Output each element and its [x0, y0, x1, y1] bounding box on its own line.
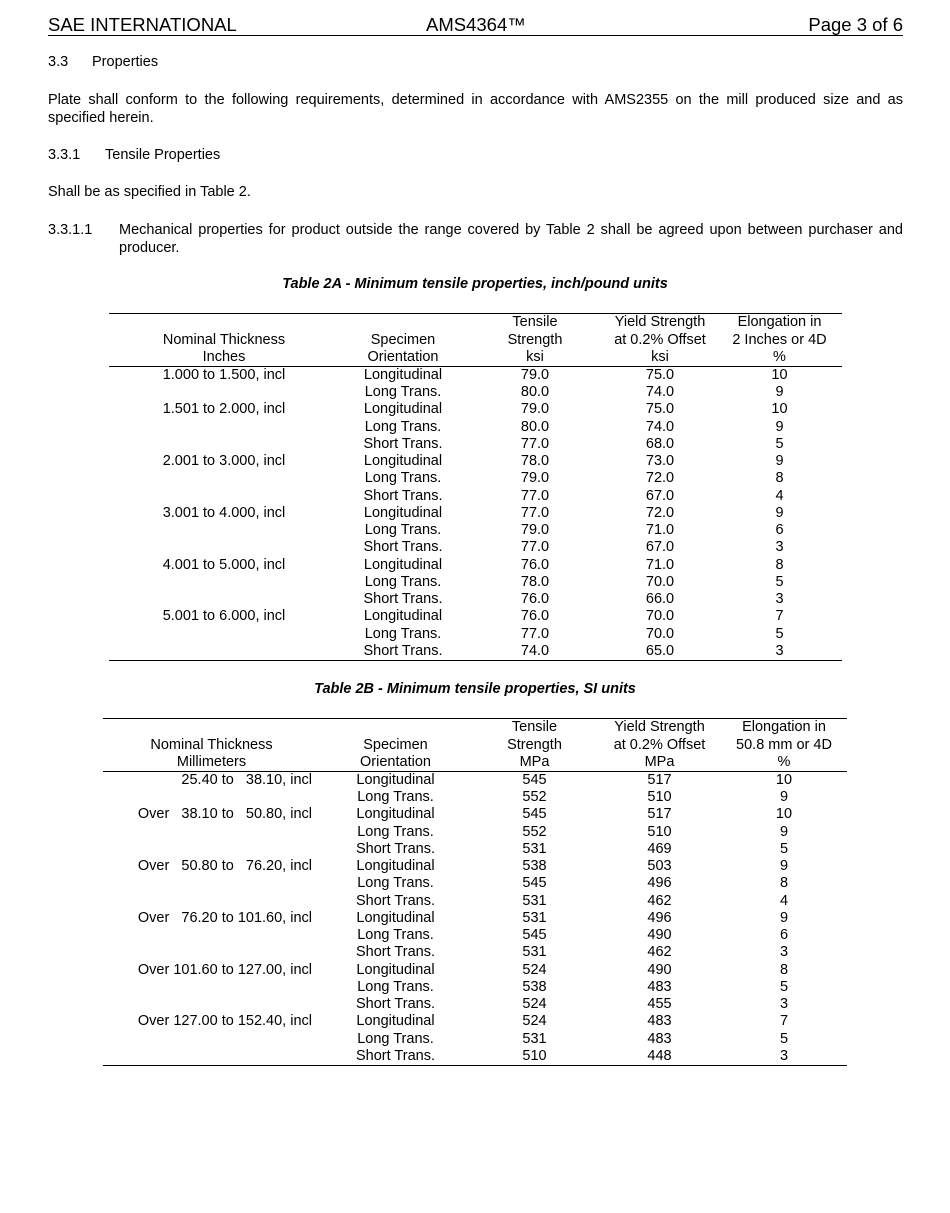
- yield-strength-cell: 517: [647, 771, 672, 788]
- column-header: MPa: [598, 754, 721, 772]
- yield-strength-cell: 74.0: [645, 384, 675, 401]
- table-row: [109, 488, 842, 505]
- table-row: [103, 771, 847, 789]
- elongation-cell: 5: [779, 1030, 789, 1047]
- table-row: [103, 841, 847, 858]
- orientation-cell: Long Trans.: [357, 1030, 434, 1047]
- tensile-strength-cell: 545: [522, 927, 547, 944]
- column-header: Inches: [109, 349, 339, 367]
- elongation-cell: 9: [775, 384, 784, 401]
- elongation-cell: 5: [775, 435, 784, 452]
- thickness-cell: [109, 436, 339, 453]
- tensile-strength-cell: 531: [522, 1030, 547, 1047]
- thickness-cell: Over 127.00 to 152.40, incl: [137, 1013, 312, 1030]
- orientation-cell: Short Trans.: [363, 539, 443, 556]
- yield-strength-cell: 448: [598, 1048, 721, 1066]
- yield-strength-cell: 67.0: [645, 539, 675, 556]
- column-header: Yield Strength: [603, 314, 717, 332]
- thickness-cell: 25.40 to 38.10, incl: [181, 771, 312, 788]
- yield-strength-cell: 75.0: [645, 366, 675, 383]
- column-header: %: [717, 349, 842, 367]
- thickness-cell: Over 101.60 to 127.00, incl: [137, 961, 312, 978]
- orientation-cell: Long Trans.: [357, 875, 434, 892]
- orientation-cell: Long Trans.: [357, 823, 434, 840]
- yield-strength-cell: 510: [647, 823, 672, 840]
- orientation-cell: Longitudinal: [363, 556, 443, 573]
- table-2a-body: [109, 366, 842, 660]
- yield-strength-cell: 70.0: [645, 573, 675, 590]
- column-header: Specimen: [363, 736, 428, 753]
- column-header: Tensile: [471, 719, 598, 737]
- orientation-cell: Short Trans.: [356, 944, 435, 961]
- elongation-cell: 10: [775, 771, 793, 788]
- thickness-cell: [103, 841, 320, 858]
- elongation-cell: 8: [779, 961, 789, 978]
- elongation-cell: 9: [779, 789, 789, 806]
- table-2b-body: [103, 771, 847, 1065]
- tensile-strength-cell: 79.0: [520, 470, 550, 487]
- column-header: at 0.2% Offset: [613, 736, 706, 753]
- column-header: ksi: [467, 349, 603, 367]
- tensile-strength-cell: 524: [522, 961, 547, 978]
- elongation-cell: 10: [775, 806, 793, 823]
- column-header: Elongation in: [721, 719, 847, 737]
- header-row: [103, 736, 847, 753]
- paragraph-properties: Plate shall conform to the following requirements, determined in accordance with AMS2355 on the mill produced size and as specified herein.: [48, 92, 903, 126]
- orientation-cell: Longitudinal: [363, 453, 443, 470]
- elongation-cell: 3: [775, 591, 784, 608]
- header-row: [109, 349, 842, 367]
- thickness-cell: [103, 979, 320, 996]
- paragraph-table-reference: Shall be as specified in Table 2.: [48, 184, 251, 200]
- table-row: [103, 824, 847, 841]
- thickness-cell: [103, 996, 320, 1013]
- yield-strength-cell: 73.0: [645, 453, 675, 470]
- tensile-strength-cell: 545: [522, 806, 547, 823]
- tensile-strength-cell: 80.0: [520, 418, 550, 435]
- table-row: [109, 557, 842, 574]
- table-row: [103, 944, 847, 961]
- section-title: Tensile Properties: [105, 147, 221, 163]
- table-row: [103, 858, 847, 875]
- yield-strength-cell: 71.0: [645, 556, 675, 573]
- orientation-cell: Long Trans.: [364, 625, 442, 642]
- header-row: [109, 331, 842, 348]
- thickness-cell: [109, 384, 339, 401]
- yield-strength-cell: 490: [647, 927, 672, 944]
- elongation-cell: 9: [775, 418, 784, 435]
- column-header: 2 Inches or 4D: [732, 331, 827, 348]
- tensile-strength-cell: 524: [522, 996, 547, 1013]
- tensile-strength-cell: 531: [522, 944, 547, 961]
- elongation-cell: 6: [775, 522, 784, 539]
- thickness-cell: [103, 1048, 320, 1066]
- table-2a: [109, 313, 842, 661]
- column-header: Nominal Thickness: [162, 331, 286, 348]
- column-header: Strength: [507, 736, 562, 753]
- tensile-strength-cell: 79.0: [520, 522, 550, 539]
- tensile-strength-cell: 552: [522, 789, 547, 806]
- section-number: 3.3.1: [48, 147, 81, 163]
- yield-strength-cell: 68.0: [645, 435, 675, 452]
- thickness-cell: 1.000 to 1.500, incl: [162, 366, 286, 383]
- table-row: [109, 608, 842, 625]
- thickness-cell: [109, 539, 339, 556]
- table-row: [103, 1013, 847, 1030]
- column-header: Millimeters: [103, 754, 320, 772]
- elongation-cell: 9: [779, 823, 789, 840]
- yield-strength-cell: 517: [647, 806, 672, 823]
- thickness-cell: 1.501 to 2.000, incl: [162, 401, 286, 418]
- tensile-strength-cell: 79.0: [520, 401, 550, 418]
- header-page-number: Page 3 of 6: [808, 14, 903, 35]
- section-3-3-1-1: [48, 221, 903, 257]
- elongation-cell: 3: [779, 944, 789, 961]
- orientation-cell: Longitudinal: [356, 909, 435, 926]
- yield-strength-cell: 483: [647, 1013, 672, 1030]
- section-number: 3.3: [48, 54, 69, 70]
- column-header: [339, 314, 467, 332]
- table-row: [109, 522, 842, 539]
- elongation-cell: 4: [775, 487, 784, 504]
- table-row: [109, 419, 842, 436]
- yield-strength-cell: 483: [647, 1030, 672, 1047]
- table-row: [109, 384, 842, 401]
- table-row: [109, 436, 842, 453]
- thickness-cell: 5.001 to 6.000, incl: [162, 608, 286, 625]
- table-row: [103, 1031, 847, 1048]
- column-header: Orientation: [339, 349, 467, 367]
- yield-strength-cell: 462: [647, 892, 672, 909]
- yield-strength-cell: 455: [647, 996, 672, 1013]
- table-row: [103, 806, 847, 823]
- thickness-cell: [109, 470, 339, 487]
- orientation-cell: Longitudinal: [363, 504, 443, 521]
- orientation-cell: Long Trans.: [357, 978, 434, 995]
- orientation-cell: Longitudinal: [356, 1013, 435, 1030]
- table-row: [103, 789, 847, 806]
- elongation-cell: 5: [779, 840, 789, 857]
- column-header: Yield Strength: [598, 719, 721, 737]
- section-number: 3.3.1.1: [48, 222, 93, 238]
- tensile-strength-cell: 79.0: [520, 366, 550, 383]
- tensile-strength-cell: 531: [522, 892, 547, 909]
- table-row: [103, 910, 847, 927]
- thickness-cell: [109, 574, 339, 591]
- thickness-cell: Over 38.10 to 50.80, incl: [137, 806, 312, 823]
- elongation-cell: 8: [775, 470, 784, 487]
- column-header: Orientation: [320, 754, 471, 772]
- orientation-cell: Longitudinal: [356, 858, 435, 875]
- tensile-strength-cell: 77.0: [520, 504, 550, 521]
- orientation-cell: Short Trans.: [363, 591, 443, 608]
- elongation-cell: 9: [775, 453, 784, 470]
- thickness-cell: [103, 875, 320, 892]
- thickness-cell: Over 50.80 to 76.20, incl: [137, 858, 312, 875]
- header-doc-number: AMS4364™: [426, 14, 526, 35]
- yield-strength-cell: 469: [647, 840, 672, 857]
- tensile-strength-cell: 78.0: [520, 453, 550, 470]
- table-row: [109, 505, 842, 522]
- tensile-strength-cell: 545: [522, 875, 547, 892]
- header-org: SAE INTERNATIONAL: [48, 14, 237, 35]
- column-header: Nominal Thickness: [150, 736, 273, 753]
- thickness-cell: [109, 626, 339, 643]
- yield-strength-cell: 70.0: [645, 608, 675, 625]
- column-header: Elongation in: [717, 314, 842, 332]
- column-header: [103, 719, 320, 737]
- yield-strength-cell: 74.0: [645, 418, 675, 435]
- orientation-cell: Longitudinal: [363, 401, 443, 418]
- column-header: ksi: [603, 349, 717, 367]
- table-row: [103, 875, 847, 892]
- table-row: [109, 470, 842, 487]
- thickness-cell: [103, 1031, 320, 1048]
- thickness-cell: [103, 893, 320, 910]
- elongation-cell: 3: [775, 539, 784, 556]
- yield-strength-cell: 496: [647, 875, 672, 892]
- table-2b: [103, 718, 847, 1066]
- thickness-cell: [109, 488, 339, 505]
- orientation-cell: Short Trans.: [339, 643, 467, 661]
- orientation-cell: Short Trans.: [356, 840, 435, 857]
- orientation-cell: Short Trans.: [356, 892, 435, 909]
- orientation-cell: Short Trans.: [356, 996, 435, 1013]
- table-row: [103, 927, 847, 944]
- table-row: [109, 591, 842, 608]
- thickness-cell: [109, 643, 339, 661]
- header-row: [103, 719, 847, 737]
- orientation-cell: Longitudinal: [363, 366, 443, 383]
- orientation-cell: Short Trans.: [320, 1048, 471, 1066]
- elongation-cell: 10: [771, 366, 788, 383]
- orientation-cell: Short Trans.: [363, 487, 443, 504]
- table-row: [109, 401, 842, 418]
- orientation-cell: Short Trans.: [363, 435, 443, 452]
- tensile-strength-cell: 77.0: [520, 539, 550, 556]
- thickness-cell: 3.001 to 4.000, incl: [162, 504, 286, 521]
- elongation-cell: 3: [721, 1048, 847, 1066]
- orientation-cell: Long Trans.: [357, 927, 434, 944]
- tensile-strength-cell: 76.0: [520, 591, 550, 608]
- orientation-cell: Long Trans.: [364, 470, 442, 487]
- yield-strength-cell: 65.0: [603, 643, 717, 661]
- table-row: [103, 979, 847, 996]
- table-row: [103, 996, 847, 1013]
- table-row: [109, 539, 842, 556]
- section-text: Mechanical properties for product outside the range covered by Table 2 shall be agreed upon between purchaser and producer.: [119, 222, 903, 256]
- column-header: 50.8 mm or 4D: [736, 736, 832, 753]
- section-3-3-heading: [48, 53, 903, 71]
- thickness-cell: [103, 789, 320, 806]
- column-header: [320, 719, 471, 737]
- table-row: [103, 893, 847, 910]
- table-row: [103, 962, 847, 979]
- table-2a-header: [109, 314, 842, 367]
- thickness-cell: [109, 419, 339, 436]
- elongation-cell: 5: [779, 978, 789, 995]
- elongation-cell: 3: [779, 996, 789, 1013]
- column-header: Tensile: [467, 314, 603, 332]
- elongation-cell: 4: [779, 892, 789, 909]
- section-3-3-1-heading: [48, 146, 903, 164]
- table-row: [109, 574, 842, 591]
- table-2a-caption: Table 2A - Minimum tensile properties, inch/pound units: [282, 276, 668, 292]
- table-2b-header: [103, 719, 847, 772]
- yield-strength-cell: 66.0: [645, 591, 675, 608]
- elongation-cell: 5: [775, 573, 784, 590]
- elongation-cell: 9: [775, 504, 784, 521]
- table-row: [103, 1048, 847, 1066]
- page-header: [48, 12, 903, 36]
- yield-strength-cell: 75.0: [645, 401, 675, 418]
- elongation-cell: 3: [717, 643, 842, 661]
- orientation-cell: Longitudinal: [356, 961, 435, 978]
- tensile-strength-cell: 510: [471, 1048, 598, 1066]
- yield-strength-cell: 503: [647, 858, 672, 875]
- tensile-strength-cell: 538: [522, 858, 547, 875]
- table-row: [109, 366, 842, 384]
- elongation-cell: 8: [779, 875, 789, 892]
- tensile-strength-cell: 77.0: [520, 625, 550, 642]
- orientation-cell: Long Trans.: [364, 384, 442, 401]
- yield-strength-cell: 70.0: [645, 625, 675, 642]
- tensile-strength-cell: 531: [522, 840, 547, 857]
- tensile-strength-cell: 524: [522, 1013, 547, 1030]
- column-header: MPa: [471, 754, 598, 772]
- yield-strength-cell: 72.0: [645, 470, 675, 487]
- elongation-cell: 6: [779, 927, 789, 944]
- tensile-strength-cell: 538: [522, 978, 547, 995]
- yield-strength-cell: 67.0: [645, 487, 675, 504]
- orientation-cell: Long Trans.: [364, 522, 442, 539]
- table-row: [109, 626, 842, 643]
- elongation-cell: 8: [775, 556, 784, 573]
- table-row: [109, 643, 842, 661]
- thickness-cell: 4.001 to 5.000, incl: [162, 556, 286, 573]
- yield-strength-cell: 462: [647, 944, 672, 961]
- column-header: %: [721, 754, 847, 772]
- tensile-strength-cell: 531: [522, 909, 547, 926]
- yield-strength-cell: 483: [647, 978, 672, 995]
- tensile-strength-cell: 545: [522, 771, 547, 788]
- yield-strength-cell: 72.0: [645, 504, 675, 521]
- orientation-cell: Long Trans.: [364, 573, 442, 590]
- tensile-strength-cell: 77.0: [520, 435, 550, 452]
- tensile-strength-cell: 76.0: [520, 608, 550, 625]
- thickness-cell: [109, 591, 339, 608]
- elongation-cell: 5: [775, 625, 784, 642]
- column-header: Strength: [507, 331, 563, 348]
- elongation-cell: 9: [779, 909, 789, 926]
- tensile-strength-cell: 74.0: [467, 643, 603, 661]
- elongation-cell: 10: [771, 401, 788, 418]
- yield-strength-cell: 490: [647, 961, 672, 978]
- orientation-cell: Longitudinal: [363, 608, 443, 625]
- section-title: Properties: [92, 54, 159, 70]
- tensile-strength-cell: 77.0: [520, 487, 550, 504]
- table-2b-caption: Table 2B - Minimum tensile properties, SI units: [314, 681, 636, 697]
- table-row: [109, 453, 842, 470]
- elongation-cell: 7: [775, 608, 784, 625]
- column-header: [109, 314, 339, 332]
- yield-strength-cell: 510: [647, 789, 672, 806]
- tensile-strength-cell: 78.0: [520, 573, 550, 590]
- yield-strength-cell: 71.0: [645, 522, 675, 539]
- yield-strength-cell: 496: [647, 909, 672, 926]
- elongation-cell: 7: [779, 1013, 789, 1030]
- thickness-cell: Over 76.20 to 101.60, incl: [137, 909, 312, 926]
- header-row: [109, 314, 842, 332]
- tensile-strength-cell: 76.0: [520, 556, 550, 573]
- tensile-strength-cell: 80.0: [520, 384, 550, 401]
- thickness-cell: [109, 522, 339, 539]
- thickness-cell: 2.001 to 3.000, incl: [162, 453, 286, 470]
- column-header: at 0.2% Offset: [614, 331, 706, 348]
- header-row: [103, 754, 847, 772]
- column-header: Specimen: [370, 331, 436, 348]
- thickness-cell: [103, 944, 320, 961]
- orientation-cell: Long Trans.: [357, 789, 434, 806]
- orientation-cell: Longitudinal: [356, 806, 435, 823]
- orientation-cell: Longitudinal: [356, 771, 435, 788]
- thickness-cell: [103, 824, 320, 841]
- orientation-cell: Long Trans.: [364, 418, 442, 435]
- thickness-cell: [103, 927, 320, 944]
- elongation-cell: 9: [779, 858, 789, 875]
- tensile-strength-cell: 552: [522, 823, 547, 840]
